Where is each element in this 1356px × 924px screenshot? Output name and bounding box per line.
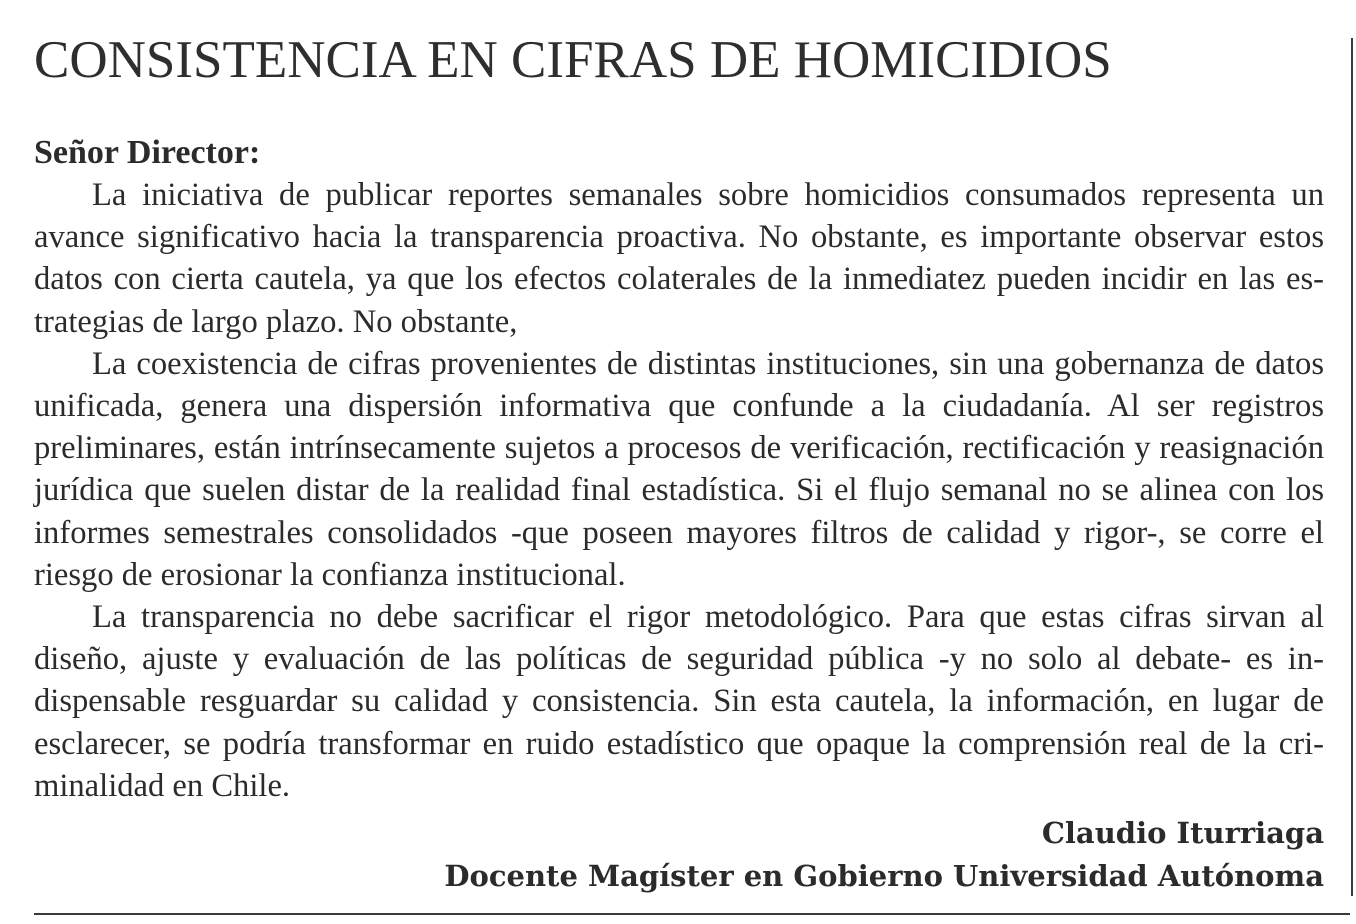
author-name: Claudio Iturriaga <box>1041 816 1324 850</box>
salutation: Señor Director: <box>34 134 261 171</box>
letter-body <box>34 132 1324 807</box>
paragraph-2: La coexistencia de cifras provenientes de distintas instituciones, sin una gobernanza de datos unificada, genera una dispersión informativa que confunde a la ciudadanía. Al ser registros preliminares, están intrínsecamente sujetos a procesos de verificación, rectificación y reasignación jurídica que suelen distar de la realidad final estadística. Si el flujo semanal no se alinea con los informes semestrales consolidados -que poseen mayores filtros de calidad y rigor-, se corre el riesgo de erosionar la confianza institucional. <box>34 345 1324 593</box>
headline: CONSISTENCIA EN CIFRAS DE HOMICIDIOS <box>34 31 1112 89</box>
column-divider <box>1351 38 1353 896</box>
signature-block <box>444 812 1324 898</box>
bottom-divider <box>34 913 1350 915</box>
paragraph-1: La iniciativa de publicar reportes semanales sobre homicidios consumados representa un avance significativo hacia la transparencia proactiva. No obstante, es importante observar estos datos con cierta cautela, ya que los efectos colaterales de la inmediatez pueden incidir en las estrategias de largo plazo. No obstante, <box>34 177 1324 340</box>
paragraph-3: La transparencia no debe sacrificar el rigor metodológico. Para que estas cifras sirvan al diseño, ajuste y evaluación de las políticas de seguridad pública -y no solo al debate- es indispensable resguardar su calidad y consistencia. Sin esta cautela, la información, en lugar de esclarecer, se podría transformar en ruido estadístico que opaque la comprensión real de la criminalidad en Chile. <box>34 599 1324 804</box>
author-title: Docente Magíster en Gobierno Universidad Autónoma <box>444 859 1324 893</box>
